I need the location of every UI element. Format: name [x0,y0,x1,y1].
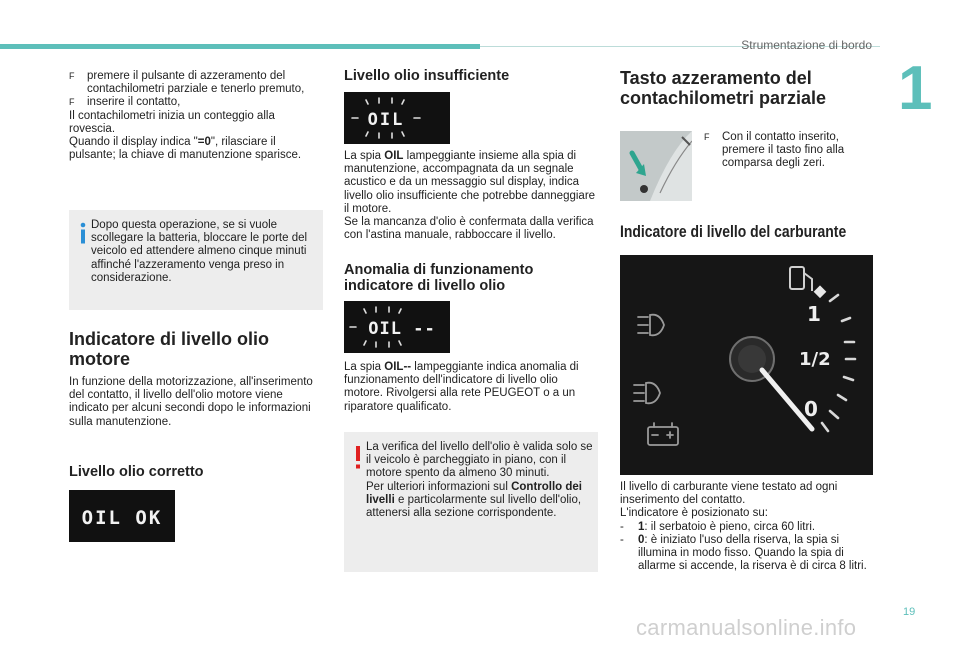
watermark: carmanualsonline.info [636,615,857,640]
lcd-oil-fault [344,301,450,353]
svg-text:OIL OK: OIL OK [81,507,163,529]
section-title: Strumentazione di bordo [741,38,872,52]
info-icon [79,222,87,249]
heading-trip-reset: Tasto azzeramento del contachilometri parziale [620,68,827,108]
lcd-oil-low [344,92,450,144]
bullet-icon: F [69,97,75,108]
paragraph: Quando il display indica "=0", rilasciare il pulsante; la chiave di manutenzione sparisce. [69,136,302,162]
info-note-text: Dopo questa operazione, se si vuole scollegare la batteria, bloccare le porte del veicolo ed attendere almeno cinque minuti affinché l'azzeramento venga preso in considerazione. [91,219,308,284]
trip-reset-image [620,131,692,201]
heading-oil-fault: Anomalia di funzionamento indicatore di livello olio [344,262,534,294]
heading-oil-ok: Livello olio corretto [69,464,204,480]
step-item: F inserire il contatto, [69,96,181,109]
page-number: 19 [903,606,916,618]
paragraph: Il contachilometri inizia un conteggio alla rovescia. [69,109,275,135]
bullet-icon: F [69,71,75,81]
gauge-label-empty: 0 [804,397,818,421]
oil-fault-text: La spia OIL-- lampeggiante indica anomalia di funzionamento dell'indicatore di livello olio motore. Rivolgersi alla rete PEUGEOT o a un riparatore qualificato. [344,361,579,413]
trip-reset-step: F Con il contatto inserito, premere il tasto fino alla comparsa degli zeri. [704,131,845,170]
header-accent-bar [0,44,480,49]
fuel-level-text: Il livello di carburante viene testato ad ogni inserimento del contatto. L'indicatore è posizionato su: - 1: il serbatoio è pieno, circa 60 litri. - 0: è iniziato l'uso della riserva, la spia si illumina in modo fisso. Quando la spia di allarme si accende, la riserva è di circa 8 litri. [620,481,870,573]
trip-reset-graphic [620,131,692,201]
lcd-oil-low-graphic [344,92,450,144]
reset-procedure [69,70,323,162]
bullet-icon: F [704,132,710,142]
heading-oil-low: Livello olio insufficiente [344,68,510,84]
info-note-box [69,210,323,310]
warning-icon [354,446,362,475]
svg-text:OIL: OIL [367,110,405,130]
fuel-item: - 0: è iniziato l'uso della riserva, la spia si illumina in modo fisso. Quando la spia di allarme si accende, la riserva è di circa 8 litri. [620,533,867,573]
lcd-oil-fault-graphic [344,301,450,353]
step-item: F premere il pulsante di azzeramento del contachilometri parziale e tenerlo premuto, [69,70,305,96]
fuel-gauge-graphic [620,255,873,475]
chapter-number: 1 [898,54,933,123]
oil-low-text: La spia OIL lampeggiante insieme alla spia di manutenzione, accompagnata da un segnale acustico e da un messaggio sul display, indica livello olio insufficiente che potrebbe danneggiare il motore. Se la mancanza d'olio è confermata dalla verifica con l'astina manuale, rabboccare il livello. [344,150,596,242]
lcd-oil-ok-graphic [69,490,175,542]
warning-note-box [344,432,598,572]
svg-text:OIL --: OIL -- [368,319,436,339]
gauge-label-full: 1 [807,302,821,326]
heading-oil-level: Indicatore di livello olio motore [69,329,270,369]
fuel-item: - 1: il serbatoio è pieno, circa 60 litri. [620,520,816,533]
lcd-oil-ok [69,490,175,542]
oil-level-paragraph: In funzione della motorizzazione, all'inserimento del contatto, il livello dell'olio motore viene indicato per alcuni secondi dopo le informazioni sulla manutenzione. [69,376,313,428]
warning-note-text: La verifica del livello dell'olio è valida solo se il veicolo è parcheggiato in piano, con il motore spento da almeno 30 minuti. Per ulteriori informazioni sul Controllo dei livelli e particolarmente sul livello dell'olio, attenersi alla sezione corrispondente. [366,441,593,520]
heading-fuel-level: Indicatore di livello del carburante [620,222,847,241]
fuel-gauge-image [620,255,873,475]
gauge-label-half: 1/2 [799,349,831,370]
